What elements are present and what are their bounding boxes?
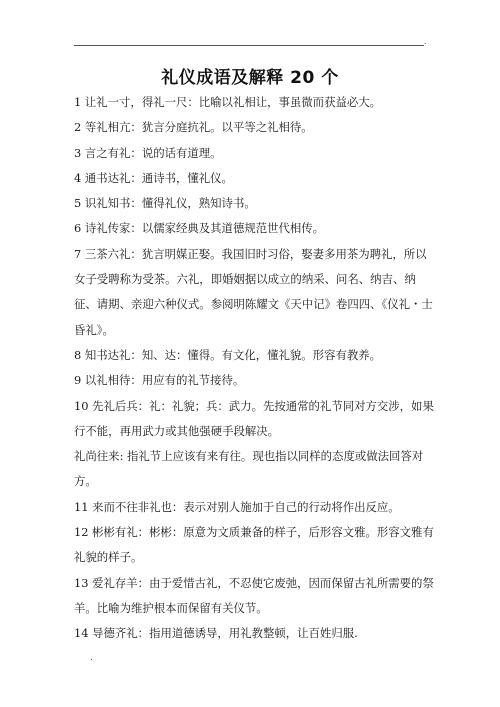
entry-4: 4 通书达礼：通诗书，懂礼仪。 <box>74 170 233 185</box>
entry-3: 3 言之有礼：说的话有道理。 <box>74 145 222 160</box>
entry-7: 7 三茶六礼：犹言明媒正娶。我国旧时习俗，娶妻多用茶为聘礼，所以女子受聘称为受茶。六礼，即婚姻据以成立的纳采、问名、纳吉、纳征、请期、亲迎六种仪式。参阅明陈耀文《天中记》卷四四、《仪礼・士昏礼》。 <box>74 246 433 337</box>
footer-dot: . <box>90 653 93 663</box>
entry-12: 12 彬彬有礼：彬彬：原意为文质兼备的样子，后形容文雅。形容文雅有礼貌的样子。 <box>74 525 434 565</box>
entry-10: 10 先礼后兵：礼：礼貌；兵：武力。先按通常的礼节同对方交涉，如果行不能，再用武力或其他强硬手段解决。 <box>74 398 434 438</box>
entry-2: 2 等礼相亢：犹言分庭抗礼。以平等之礼相待。 <box>74 120 313 135</box>
entry-14: 14 导德齐礼：指用道德诱导，用礼教整顿，让百姓归服. <box>74 626 358 641</box>
entry-li-shang-wang-lai: 礼尚往来: 指礼节上应该有来有往。现也指以同样的态度或做法回答对方。 <box>74 449 424 489</box>
entry-5: 5 识礼知书：懂得礼仪，熟知诗书。 <box>74 196 256 211</box>
entry-11: 11 来而不往非礼也：表示对别人施加于自己的行动将作出反应。 <box>74 499 400 514</box>
entry-13: 13 爱礼存羊：由于爱惜古礼，不忍使它废弛，因而保留古礼所需要的祭羊。比喻为维护根本而保留有关仪节。 <box>74 575 434 615</box>
entry-8: 8 知书达礼：知、达：懂得。有文化，懂礼貌。形容有教养。 <box>74 347 382 362</box>
header-dot: . <box>424 37 427 46</box>
document-body <box>74 90 434 647</box>
entry-1: 1 让礼一寸，得礼一尺：比喻以礼相让，事虽微而获益必大。 <box>74 95 382 109</box>
header-rule <box>74 45 424 46</box>
document-title: 礼仪成语及解释 20 个 <box>161 68 339 88</box>
entry-9: 9 以礼相待：用应有的礼节接待。 <box>74 373 245 388</box>
entry-6: 6 诗礼传家：以儒家经典及其道德规范世代相传。 <box>74 221 325 236</box>
